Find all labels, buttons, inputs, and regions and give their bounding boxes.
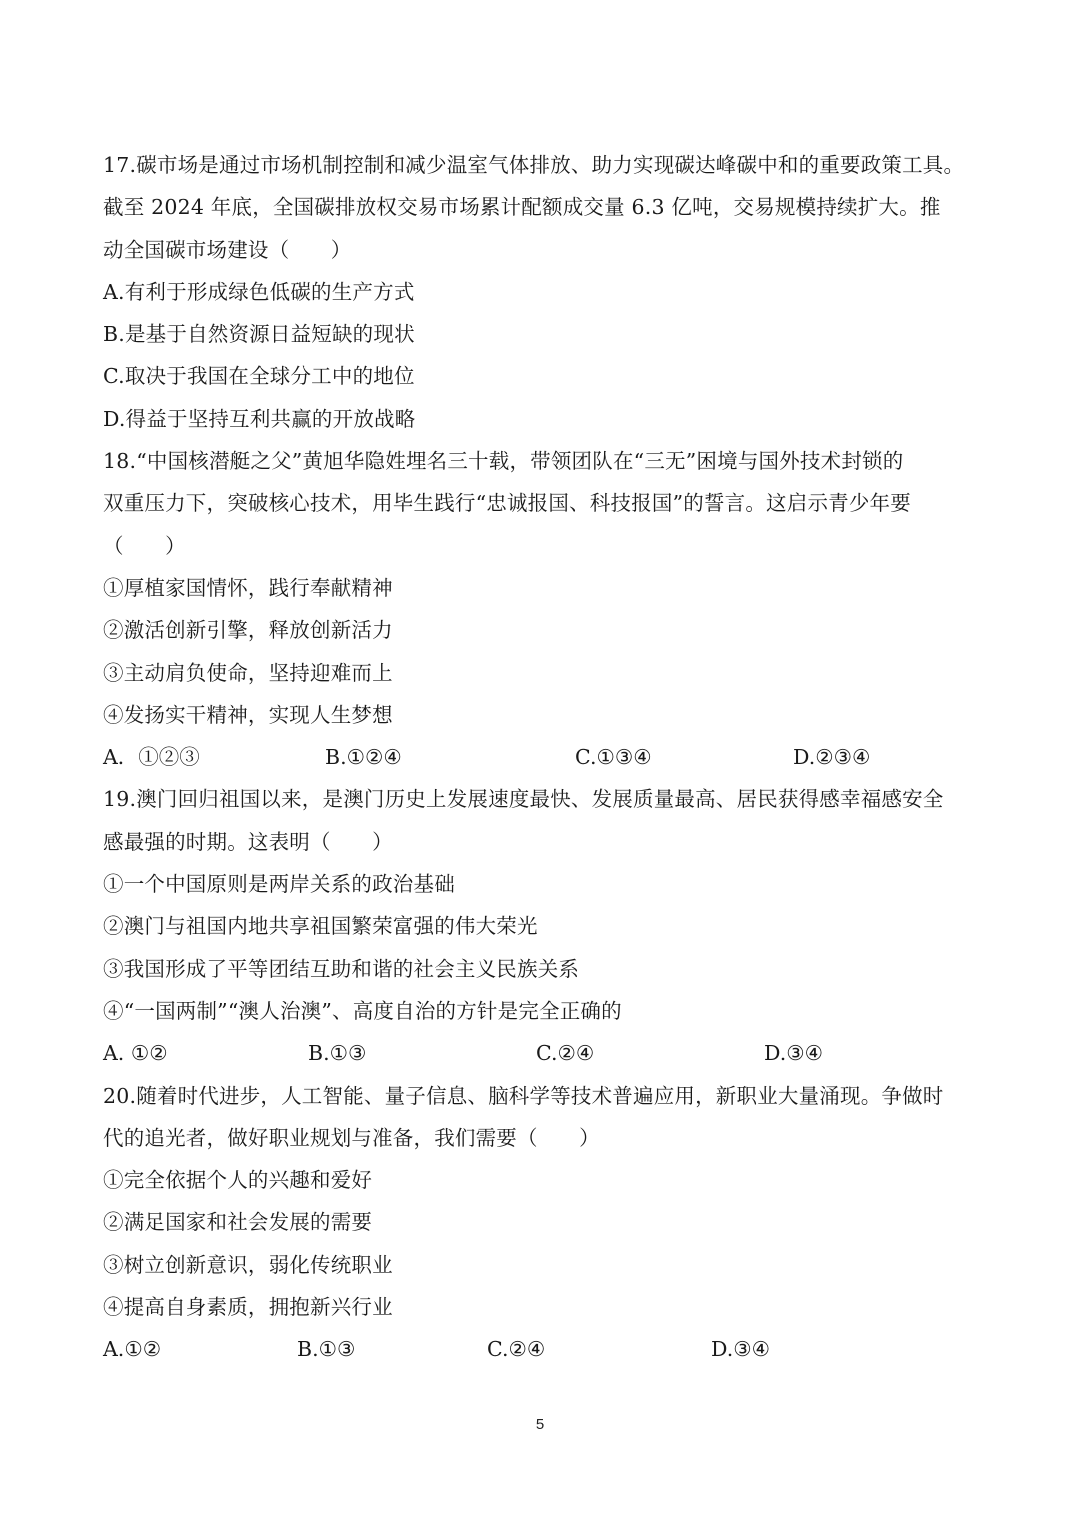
statement-1: ①一个中国原则是两岸关系的政治基础 bbox=[103, 872, 455, 897]
question-17 bbox=[103, 144, 988, 440]
question-stem-line: 18.“中国核潜艇之父”黄旭华隐姓埋名三十载，带领团队在“三无”困境与国外技术封锁的 bbox=[103, 449, 904, 474]
option-b: B.①③ bbox=[297, 1337, 356, 1362]
answer-options bbox=[103, 1328, 988, 1370]
page-number: 5 bbox=[535, 1416, 545, 1433]
choice-a: A.有利于形成绿色低碳的生产方式 bbox=[103, 279, 415, 304]
question-stem-line: 19.澳门回归祖国以来，是澳门历史上发展速度最快、发展质量最高、居民获得感幸福感安全 bbox=[103, 787, 944, 812]
statement-3: ③我国形成了平等团结互助和谐的社会主义民族关系 bbox=[103, 956, 580, 981]
question-stem-line: 代的追光者，做好职业规划与准备，我们需要（ ） bbox=[103, 1125, 600, 1150]
option-a: A.①② bbox=[103, 1337, 162, 1362]
choice-b: B.是基于自然资源日益短缺的现状 bbox=[103, 322, 415, 347]
option-b: B.①②④ bbox=[325, 745, 402, 770]
statement-4: ④“一国两制”“澳人治澳”、高度自治的方针是完全正确的 bbox=[103, 998, 622, 1023]
option-c: C.①③④ bbox=[575, 745, 652, 770]
question-stem-line: 双重压力下，突破核心技术，用毕生践行“忠诚报国、科技报国”的誓言。这启示青少年要 bbox=[103, 491, 911, 516]
option-b: B.①③ bbox=[308, 1041, 367, 1066]
question-stem-line: 动全国碳市场建设（ ） bbox=[103, 237, 352, 262]
choice-c: C.取决于我国在全球分工中的地位 bbox=[103, 364, 415, 389]
question-19 bbox=[103, 778, 988, 1074]
statement-4: ④发扬实干精神，实现人生梦想 bbox=[103, 702, 393, 727]
question-stem-line: 17.碳市场是通过市场机制控制和减少温室气体排放、助力实现碳达峰碳中和的重要政策工具。 bbox=[103, 153, 965, 177]
question-18 bbox=[103, 440, 988, 778]
answer-options bbox=[103, 736, 988, 778]
question-stem-line: （ ） bbox=[103, 533, 186, 558]
question-stem-line: 感最强的时期。这表明（ ） bbox=[103, 829, 393, 854]
option-c: C.②④ bbox=[536, 1041, 595, 1066]
statement-3: ③树立创新意识，弱化传统职业 bbox=[103, 1252, 393, 1277]
statement-3: ③主动肩负使命，坚持迎难而上 bbox=[103, 660, 393, 685]
statement-2: ②澳门与祖国内地共享祖国繁荣富强的伟大荣光 bbox=[103, 914, 538, 939]
choice-d: D.得益于坚持互利共赢的开放战略 bbox=[103, 406, 416, 431]
option-d: D.③④ bbox=[764, 1041, 823, 1066]
option-d: D.③④ bbox=[711, 1337, 770, 1362]
option-c: C.②④ bbox=[487, 1337, 546, 1362]
answer-options bbox=[103, 1032, 988, 1074]
statement-2: ②满足国家和社会发展的需要 bbox=[103, 1210, 373, 1235]
statement-1: ①厚植家国情怀，践行奉献精神 bbox=[103, 575, 393, 600]
question-stem-line: 20.随着时代进步，人工智能、量子信息、脑科学等技术普遍应用，新职业大量涌现。争做时 bbox=[103, 1083, 944, 1108]
statement-4: ④提高自身素质，拥抱新兴行业 bbox=[103, 1295, 393, 1320]
question-stem-line: 截至 2024 年底，全国碳排放权交易市场累计配额成交量 6.3 亿吨，交易规模持续扩大。推 bbox=[103, 195, 941, 220]
page-content bbox=[103, 144, 988, 1371]
statement-2: ②激活创新引擎，释放创新活力 bbox=[103, 618, 393, 643]
option-d: D.②③④ bbox=[793, 745, 871, 770]
statement-1: ①完全依据个人的兴趣和爱好 bbox=[103, 1168, 373, 1193]
option-a: A. ①② bbox=[103, 1041, 168, 1066]
question-20 bbox=[103, 1075, 988, 1371]
option-a: A．①②③ bbox=[103, 745, 200, 770]
